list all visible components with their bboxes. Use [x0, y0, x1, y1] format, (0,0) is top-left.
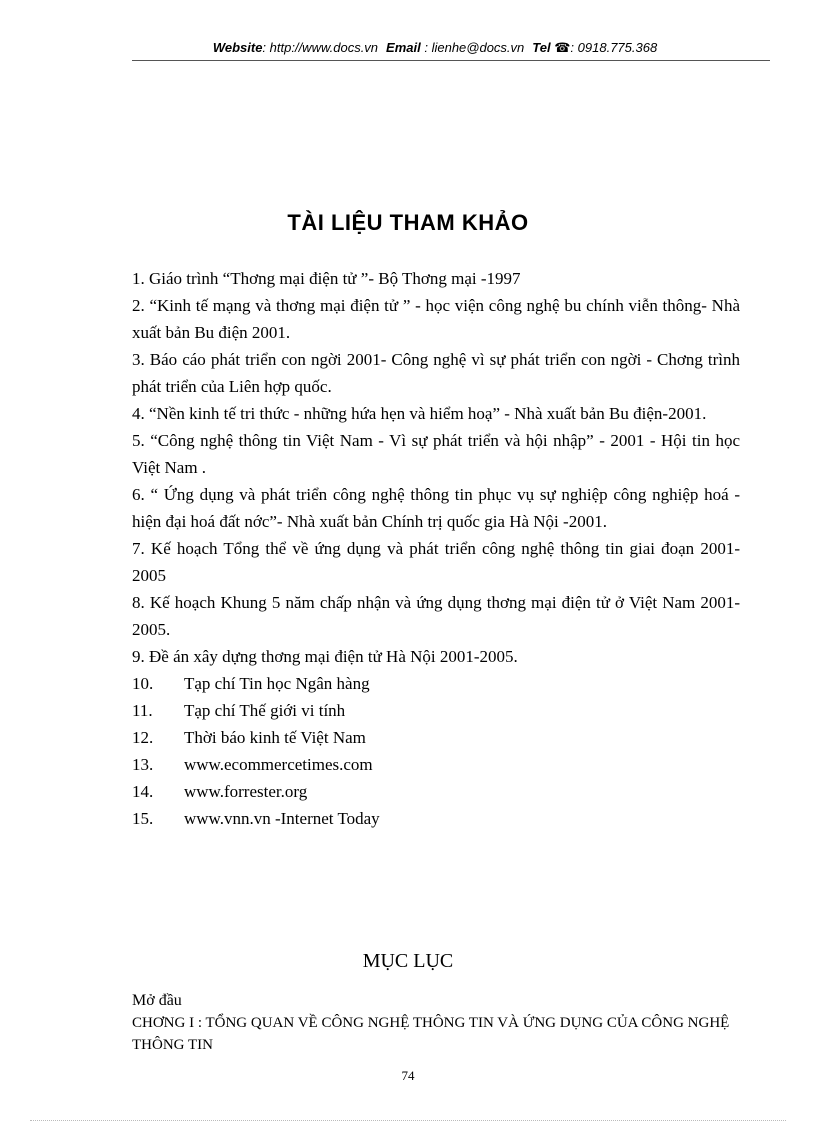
tel-value: 0918.775.368 — [577, 40, 658, 55]
reference-item — [132, 724, 740, 751]
reference-text: Đề án xây dựng thơng mại điện tử Hà Nội 2001-2005. — [149, 647, 518, 666]
reference-text: “Công nghệ thông tin Việt Nam - Vì sự phát triển và hội nhập” - 2001 - Hội tin học Việt Nam . — [132, 431, 740, 477]
reference-item — [132, 670, 740, 697]
page-number: 74 — [401, 1068, 415, 1083]
reference-text: Kế hoạch Khung 5 năm chấp nhận và ứng dụng thơng mại điện tử ở Việt Nam 2001-2005. — [132, 593, 741, 639]
reference-item — [132, 292, 740, 346]
reference-text: www.ecommercetimes.com — [184, 755, 373, 774]
reference-number: 9. — [132, 647, 145, 666]
reference-item — [132, 589, 740, 643]
page-bottom-border — [30, 1120, 786, 1121]
toc-item-chapter: CHƠNG I : TỔNG QUAN VỀ CÔNG NGHỆ THÔNG TIN VÀ ỨNG DỤNG CỦA CÔNG NGHỆ THÔNG TIN — [132, 1015, 730, 1053]
reference-text: www.forrester.org — [184, 782, 308, 801]
website-label: Website — [212, 40, 263, 55]
reference-number: 12. — [132, 728, 154, 747]
tel-sep: : — [570, 40, 578, 55]
reference-number: 14. — [132, 782, 154, 801]
reference-text: “Kinh tế mạng và thơng mại điện tử ” - học viện công nghệ bu chính viễn thông- Nhà xuất bản Bu điện 2001. — [132, 296, 740, 342]
reference-number: 8. — [132, 593, 145, 612]
email-link[interactable]: lienhe@docs.vn — [431, 40, 525, 55]
reference-item — [132, 751, 740, 778]
reference-number: 5. — [132, 431, 145, 450]
reference-item — [132, 427, 740, 481]
reference-number: 6. — [132, 485, 145, 504]
reference-text: “ Ứng dụng và phát triển công nghệ thông tin phục vụ sự nghiệp công nghiệp hoá - hiện đại hoá đất nớc”- Nhà xuất bản Chính trị quốc gia Hà Nội -2001. — [132, 485, 740, 531]
toc-title: MỤC LỤC — [362, 950, 454, 972]
reference-number: 1. — [132, 269, 145, 288]
reference-number: 4. — [132, 404, 145, 423]
reference-item — [132, 481, 740, 535]
reference-item — [132, 805, 740, 832]
website-sep: : — [262, 40, 270, 55]
reference-text: “Nền kinh tế tri thức - những hứa hẹn và hiểm hoạ” - Nhà xuất bản Bu điện-2001. — [149, 404, 707, 423]
email-label: Email — [386, 40, 421, 55]
reference-text: Thời báo kinh tế Việt Nam — [184, 728, 366, 747]
toc-item-intro: Mở đầu — [132, 992, 182, 1009]
reference-number: 11. — [132, 701, 153, 720]
reference-text: Tạp chí Thế giới vi tính — [184, 701, 346, 720]
table-of-contents — [132, 990, 752, 1056]
page-title: TÀI LIỆU THAM KHẢO — [287, 210, 529, 235]
reference-item — [132, 697, 740, 724]
reference-number: 15. — [132, 809, 154, 828]
reference-text: Kế hoạch Tổng thể về ứng dụng và phát triển công nghệ thông tin giai đoạn 2001-2005 — [132, 539, 740, 585]
tel-label: Tel — [532, 40, 551, 55]
reference-item — [132, 400, 740, 427]
reference-number: 7. — [132, 539, 145, 558]
reference-item — [132, 643, 740, 670]
reference-item — [132, 535, 740, 589]
reference-list — [132, 265, 740, 832]
reference-text: Báo cáo phát triển con ngời 2001- Công nghệ vì sự phát triển con ngời - Chơng trình phát triển của Liên hợp quốc. — [132, 350, 741, 396]
reference-text: www.vnn.vn -Internet Today — [184, 809, 380, 828]
website-link[interactable]: http://www.docs.vn — [269, 40, 379, 55]
reference-number: 13. — [132, 755, 154, 774]
reference-text: Giáo trình “Thơng mại điện tử ”- Bộ Thơng mại -1997 — [149, 269, 521, 288]
phone-icon: ☎ — [554, 40, 571, 55]
header-rule — [132, 60, 770, 61]
reference-item — [132, 346, 740, 400]
reference-item — [132, 265, 740, 292]
page-header — [100, 40, 770, 56]
reference-item — [132, 778, 740, 805]
reference-text: Tạp chí Tin học Ngân hàng — [184, 674, 370, 693]
reference-number: 3. — [132, 350, 145, 369]
reference-number: 10. — [132, 674, 154, 693]
email-sep: : — [420, 40, 432, 55]
reference-number: 2. — [132, 296, 145, 315]
